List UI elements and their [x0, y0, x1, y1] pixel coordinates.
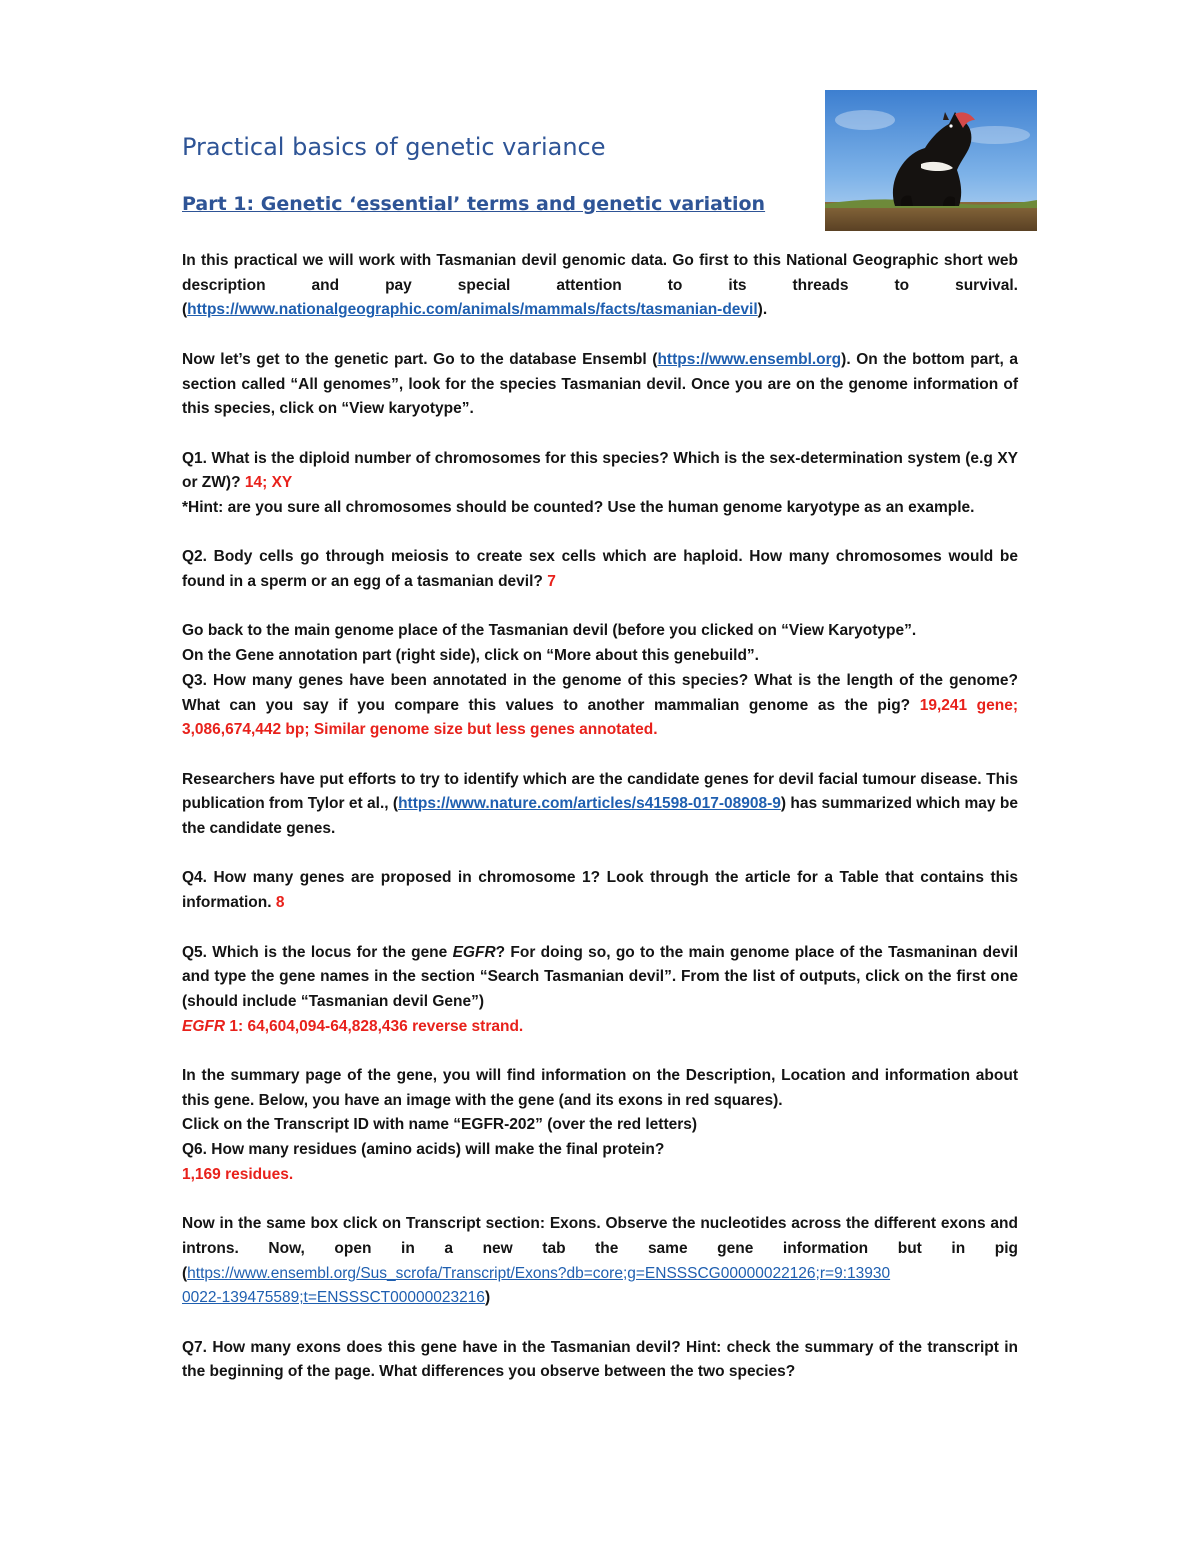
q3-paragraph	[182, 619, 1018, 743]
q2-answer: 7	[547, 573, 556, 591]
q2-question: Q2. Body cells go through meiosis to create sex cells which are haploid. How many chromosomes would be found in a sperm or an egg of a tasmanian devil?	[182, 548, 1018, 591]
q4-paragraph	[182, 866, 1018, 915]
page-title: Practical basics of genetic variance	[182, 133, 606, 161]
q5-gene: EGFR	[452, 943, 496, 961]
q4-question: Q4. How many genes are proposed in chromosome 1? Look through the article for a Table that contains this information.	[182, 869, 1018, 912]
research-text: Researchers have put efforts to try to identify which are the candidate genes for devil facial tumour disease. This publication from Tylor et al., (	[182, 770, 1018, 813]
q1-question: Q1. What is the diploid number of chromosomes for this species? Which is the sex-determination system (e.g XY or ZW)?	[182, 449, 1018, 492]
q3-answer: 19,241 gene; 3,086,674,442 bp; Similar genome size but less genes annotated.	[182, 696, 1019, 739]
exons-text: Now in the same box click on Transcript section: Exons. Observe the nucleotides across the different exons and introns. Now, open in a new tab the same gene information but in pig (	[182, 1215, 1018, 1282]
q5-answer: 1: 64,604,094-64,828,436 reverse strand.	[229, 1017, 524, 1035]
q1-hint: *Hint: are you sure all chromosomes should be counted? Use the human genome karyotype as an example.	[182, 499, 975, 516]
q7-paragraph	[182, 1336, 1018, 1385]
q4-answer: 8	[275, 894, 285, 912]
q1-answer: 14; XY	[244, 474, 293, 492]
q3-question: Q3. How many genes have been annotated in the genome of this species? What is the length of the genome? What can you say if you compare this values to another mammalian genome as the pig?	[182, 671, 1018, 714]
exons-paragraph	[182, 1212, 1018, 1311]
ensembl-paragraph	[182, 348, 1018, 422]
intro-paragraph	[182, 249, 1018, 323]
ensembl-link[interactable]: https://www.ensembl.org	[657, 350, 842, 368]
q5-answer-gene: EGFR	[182, 1017, 226, 1035]
q6-lead-2: Click on the Transcript ID with name “EGFR-202” (over the red letters)	[182, 1116, 698, 1134]
q6-answer: 1,169 residues.	[182, 1165, 294, 1183]
q6-paragraph	[182, 1064, 1018, 1188]
document-body	[182, 249, 1018, 1385]
ensembl-text: Now let’s get to the genetic part. Go to the database Ensembl (	[182, 350, 658, 368]
q5-paragraph	[182, 941, 1018, 1040]
research-paragraph	[182, 768, 1018, 842]
pig-link-line-1[interactable]: https://www.ensembl.org/Sus_scrofa/Transcript/Exons?db=core;g=ENSSSCG00000022126;r=9:13930	[187, 1264, 891, 1282]
research-text-after: ) has summarized which may be the candidate genes.	[182, 795, 1018, 838]
exons-after: )	[484, 1289, 491, 1307]
q6-question: Q6. How many residues (amino acids) will make the final protein?	[182, 1141, 665, 1159]
natgeo-link[interactable]: https://www.nationalgeographic.com/animals/mammals/facts/tasmanian-devil	[187, 301, 758, 319]
q3-lead-1: Go back to the main genome place of the Tasmanian devil (before you clicked on “View Karyotype”.	[182, 622, 917, 640]
q1-paragraph	[182, 447, 1018, 521]
q6-lead: In the summary page of the gene, you will find information on the Description, Location and information about this gene. Below, you have an image with the gene (and its exons in red squares).	[182, 1067, 1018, 1109]
nature-link[interactable]: https://www.nature.com/articles/s41598-017-08908-9	[398, 795, 781, 813]
q7-question: Q7. How many exons does this gene have in the Tasmanian devil? Hint: check the summary of the transcript in the beginning of the page. What differences you observe between the two species?	[182, 1338, 1018, 1381]
ensembl-text-after: ). On the bottom part, a section called “All genomes”, look for the species Tasmanian devil. Once you are on the genome information of this species, click on “View karyotype”.	[182, 350, 1018, 418]
pig-link-line-2[interactable]: 0022-139475589;t=ENSSSCT00000023216	[182, 1289, 485, 1307]
q2-paragraph	[182, 545, 1018, 594]
q5-question-a: Q5. Which is the locus for the gene	[182, 943, 448, 961]
q5-question-b: ? For doing so, go to the main genome place of the Tasmaninan devil and type the gene names in the section “Search Tasmanian devil”. From the list of outputs, click on the first one (should include “Tasmanian devil Gene”)	[182, 943, 1018, 1010]
tasmanian-devil-photo	[825, 90, 1037, 231]
intro-after: ).	[757, 301, 768, 319]
part-heading: Part 1: Genetic ‘essential’ terms and genetic variation	[182, 193, 766, 215]
q3-lead-2: On the Gene annotation part (right side), click on “More about this genebuild”.	[182, 647, 759, 665]
intro-text: In this practical we will work with Tasmanian devil genomic data. Go first to this National Geographic short web description and pay special attention to its threads to survival. (	[182, 252, 1018, 319]
